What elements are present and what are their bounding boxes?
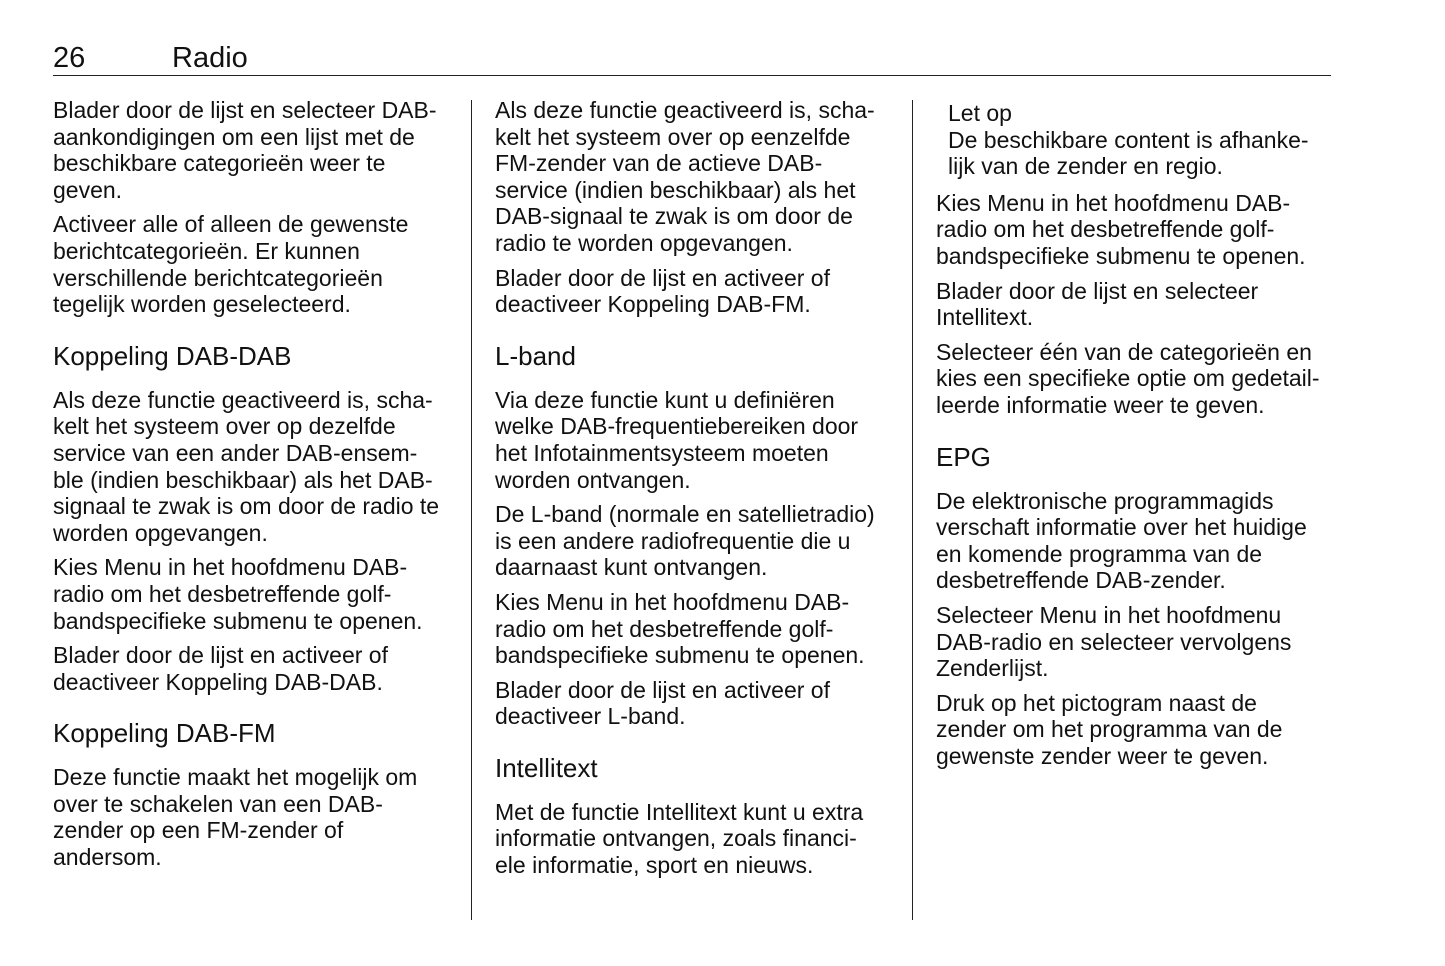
paragraph bbox=[53, 211, 463, 317]
text-line: Deze functie maakt het mogelijk om bbox=[53, 764, 418, 791]
text-line: aankondigingen om een lijst met de bbox=[53, 123, 415, 150]
text-line: verschaft informatie over het huidige bbox=[936, 514, 1307, 541]
text-line: FM-zender van de actieve DAB- bbox=[495, 150, 823, 177]
text-line: Blader door de lijst en selecteer bbox=[936, 277, 1259, 304]
text-line: Als deze functie geactiveerd is, scha- bbox=[53, 386, 433, 413]
text-line: Activeer alle of alleen de gewenste bbox=[53, 211, 409, 238]
note-title: Let op bbox=[948, 100, 1012, 126]
text-line: radio om het desbetreffende golf- bbox=[936, 216, 1275, 243]
header-rule bbox=[53, 75, 1331, 76]
paragraph bbox=[495, 799, 905, 879]
paragraph bbox=[53, 387, 463, 547]
text-line: deactiveer Koppeling DAB-FM. bbox=[495, 291, 811, 318]
column-3 bbox=[936, 97, 1346, 777]
text-line: Selecteer Menu in het hoofdmenu bbox=[936, 601, 1282, 628]
text-line: kelt het systeem over op dezelfde bbox=[53, 413, 396, 440]
text-line: ele informatie, sport en nieuws. bbox=[495, 852, 814, 879]
note-box bbox=[936, 100, 1346, 180]
page-header bbox=[53, 40, 1331, 76]
section-title: Radio bbox=[172, 42, 248, 74]
text-line: desbetreffende DAB-zender. bbox=[936, 567, 1226, 594]
text-line: Via deze functie kunt u definiëren bbox=[495, 386, 835, 413]
paragraph bbox=[53, 97, 463, 203]
text-line: Blader door de lijst en activeer of bbox=[495, 264, 830, 291]
text-line: zender om het programma van de bbox=[936, 716, 1283, 743]
paragraph bbox=[495, 97, 905, 257]
text-line: leerde informatie weer te geven. bbox=[936, 391, 1265, 418]
text-line: bandspecifieke submenu te openen. bbox=[53, 607, 423, 634]
subheading: Koppeling DAB-DAB bbox=[53, 340, 292, 371]
text-line: Druk op het pictogram naast de bbox=[936, 689, 1257, 716]
column-2 bbox=[495, 97, 905, 887]
paragraph bbox=[495, 265, 905, 318]
text-line: DAB-radio en selecteer vervolgens bbox=[936, 628, 1292, 655]
paragraph bbox=[495, 387, 905, 493]
paragraph bbox=[53, 642, 463, 695]
text-line: signaal te zwak is om door de radio te bbox=[53, 493, 440, 520]
text-line: radio te worden opgevangen. bbox=[495, 229, 793, 256]
text-line: informatie ontvangen, zoals financi- bbox=[495, 825, 857, 852]
paragraph bbox=[936, 190, 1346, 270]
subheading: Koppeling DAB-FM bbox=[53, 718, 276, 749]
text-line: Kies Menu in het hoofdmenu DAB- bbox=[495, 588, 850, 615]
text-line: Met de functie Intellitext kunt u extra bbox=[495, 798, 864, 825]
text-line: Blader door de lijst en activeer of bbox=[53, 642, 388, 669]
paragraph bbox=[495, 677, 905, 730]
text-line: radio om het desbetreffende golf- bbox=[53, 580, 392, 607]
paragraph bbox=[936, 602, 1346, 682]
text-line: daarnaast kunt ontvangen. bbox=[495, 554, 768, 581]
text-line: deactiveer L-band. bbox=[495, 703, 686, 730]
text-line: service (indien beschikbaar) als het bbox=[495, 176, 856, 203]
text-line: is een andere radiofrequentie die u bbox=[495, 527, 851, 554]
paragraph bbox=[936, 278, 1346, 331]
text-line: welke DAB-frequentiebereiken door bbox=[495, 413, 859, 440]
text-line: Selecteer één van de categorieën en bbox=[936, 338, 1312, 365]
text-line: andersom. bbox=[53, 844, 162, 871]
column-divider bbox=[471, 100, 472, 920]
page-number: 26 bbox=[53, 42, 86, 74]
paragraph bbox=[495, 589, 905, 669]
text-line: het Infotainmentsysteem moeten bbox=[495, 439, 829, 466]
text-line: worden ontvangen. bbox=[495, 466, 691, 493]
paragraph bbox=[936, 339, 1346, 419]
subheading: EPG bbox=[936, 441, 991, 472]
text-line: Kies Menu in het hoofdmenu DAB- bbox=[936, 189, 1291, 216]
text-line: De elektronische programmagids bbox=[936, 487, 1274, 514]
text-line: berichtcategorieën. Er kunnen bbox=[53, 237, 360, 264]
text-line: geven. bbox=[53, 176, 123, 203]
paragraph bbox=[936, 690, 1346, 770]
text-line: bandspecifieke submenu te openen. bbox=[495, 642, 865, 669]
paragraph bbox=[936, 488, 1346, 594]
text-line: deactiveer Koppeling DAB-DAB. bbox=[53, 668, 383, 695]
text-line: Blader door de lijst en activeer of bbox=[495, 676, 830, 703]
text-line: De beschikbare content is afhanke- bbox=[948, 126, 1309, 153]
column-1 bbox=[53, 97, 463, 879]
text-line: kies een specifieke optie om gedetail- bbox=[936, 365, 1320, 392]
text-line: worden opgevangen. bbox=[53, 519, 268, 546]
text-line: gewenste zender weer te geven. bbox=[936, 742, 1269, 769]
column-divider bbox=[912, 100, 913, 920]
text-line: en komende programma van de bbox=[936, 540, 1263, 567]
text-line: radio om het desbetreffende golf- bbox=[495, 615, 834, 642]
text-line: tegelijk worden geselecteerd. bbox=[53, 291, 351, 318]
subheading: Intellitext bbox=[495, 752, 598, 783]
text-line: kelt het systeem over op eenzelfde bbox=[495, 123, 851, 150]
text-line: zender op een FM-zender of bbox=[53, 817, 344, 844]
text-line: DAB-signaal te zwak is om door de bbox=[495, 203, 853, 230]
paragraph bbox=[495, 501, 905, 581]
paragraph bbox=[53, 764, 463, 870]
text-line: lijk van de zender en regio. bbox=[948, 153, 1223, 180]
text-line: Kies Menu in het hoofdmenu DAB- bbox=[53, 554, 408, 581]
subheading: L-band bbox=[495, 340, 576, 371]
text-line: bandspecifieke submenu te openen. bbox=[936, 242, 1306, 269]
text-line: service van een ander DAB-ensem- bbox=[53, 439, 418, 466]
text-line: Zenderlijst. bbox=[936, 655, 1049, 682]
paragraph bbox=[53, 554, 463, 634]
text-line: beschikbare categorieën weer te bbox=[53, 150, 386, 177]
text-line: De L-band (normale en satellietradio) bbox=[495, 501, 875, 528]
text-line: Blader door de lijst en selecteer DAB- bbox=[53, 97, 437, 123]
text-line: over te schakelen van een DAB- bbox=[53, 790, 383, 817]
text-line: verschillende berichtcategorieën bbox=[53, 264, 383, 291]
text-line: ble (indien beschikbaar) als het DAB- bbox=[53, 466, 433, 493]
text-line: Intellitext. bbox=[936, 304, 1034, 331]
text-line: Als deze functie geactiveerd is, scha- bbox=[495, 97, 875, 123]
